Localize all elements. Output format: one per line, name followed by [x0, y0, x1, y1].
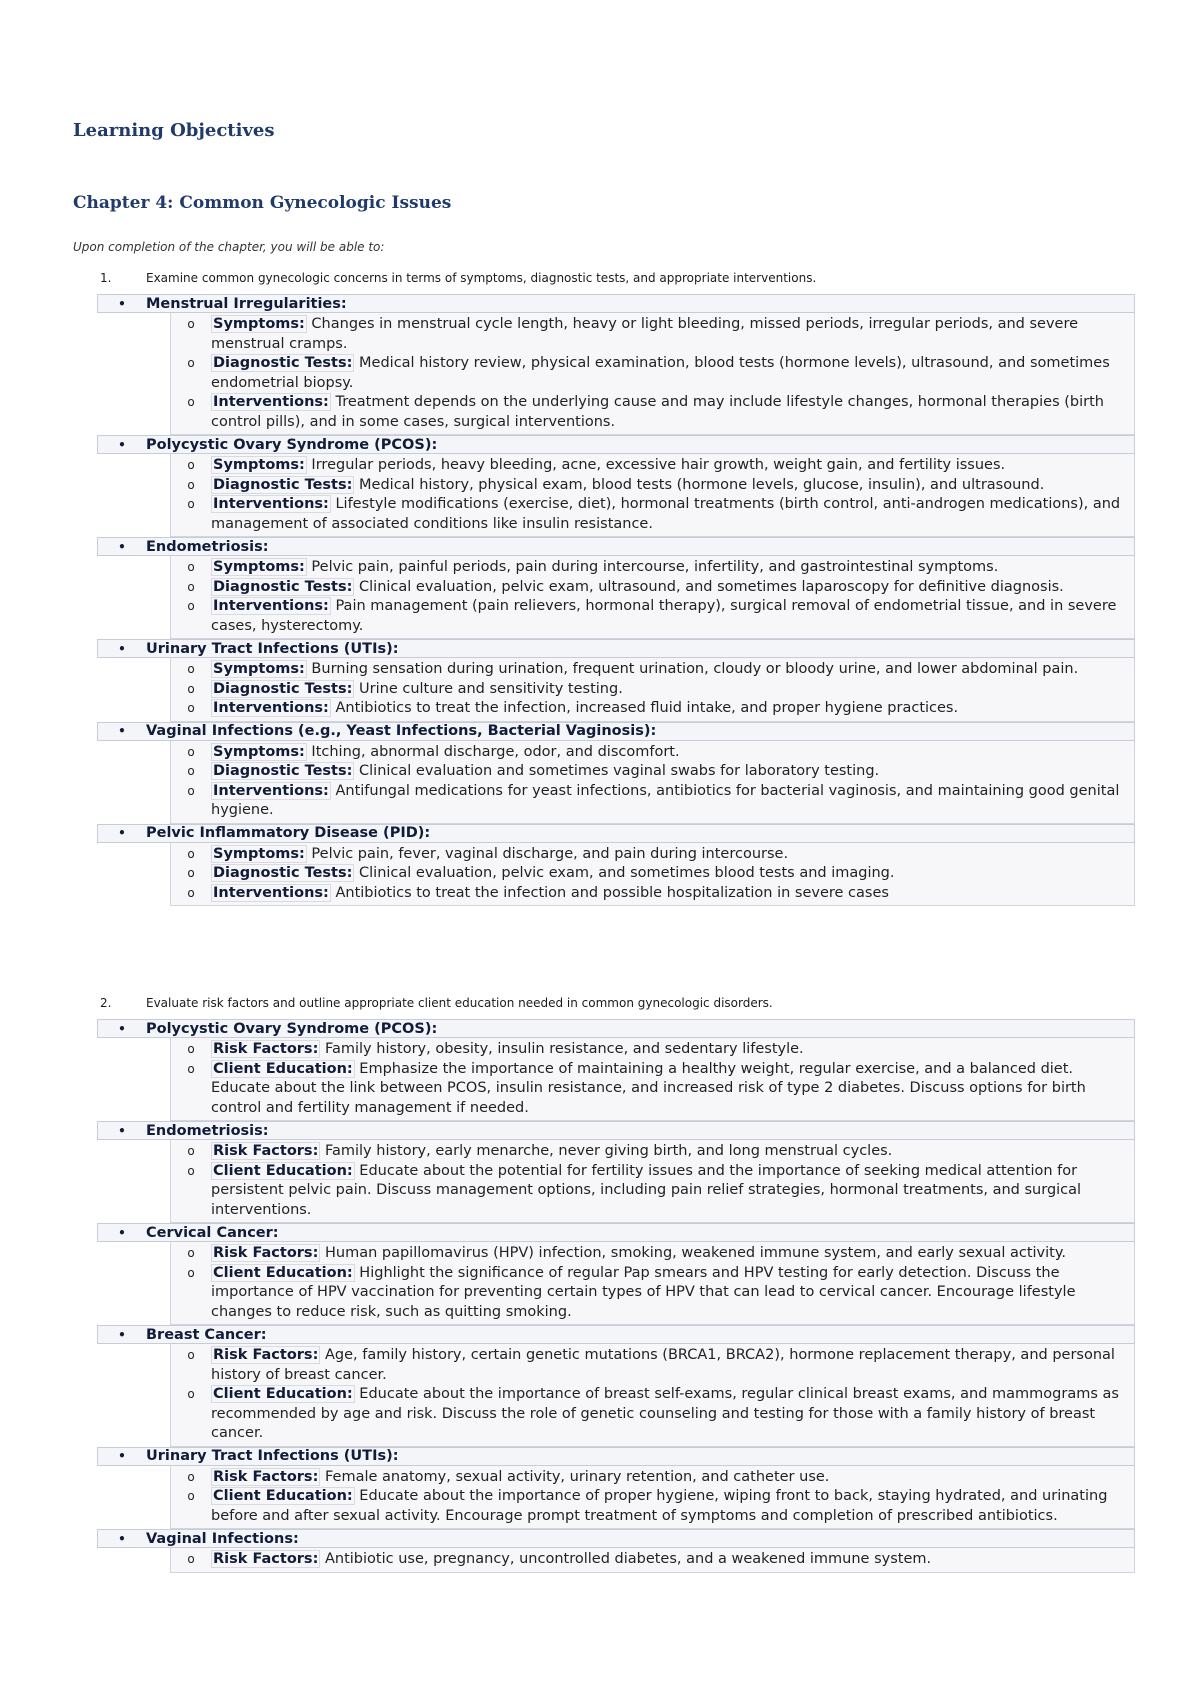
list-item — [171, 1264, 1134, 1323]
item-content — [211, 597, 1130, 636]
category-items — [170, 1038, 1135, 1121]
category-header — [97, 537, 1135, 556]
list-item — [171, 1468, 1134, 1488]
item-text: Educate about the importance of breast self-exams, regular clinical breast exams, and mammograms as recommended by age and risk. Discuss the role of genetic counseling and testing for those with a family history of breast cancer. — [211, 1386, 1119, 1441]
list-item — [171, 495, 1134, 534]
item-text: Antibiotic use, pregnancy, uncontrolled diabetes, and a weakened immune system. — [320, 1551, 932, 1567]
list-item — [171, 884, 1134, 904]
item-label: Diagnostic Tests: — [213, 476, 353, 493]
list-item — [171, 864, 1134, 884]
item-content — [211, 660, 1130, 680]
list-item — [171, 762, 1134, 782]
item-label: Interventions: — [213, 394, 329, 410]
item-text: Antifungal medications for yeast infections, antibiotics for bacterial vaginosis, and maintaining good genital hygiene. — [211, 782, 1120, 818]
category-items — [170, 313, 1135, 435]
item-text: Age, family history, certain genetic mutations (BRCA1, BRCA2), hormone replacement therapy, and personal history of breast cancer. — [211, 1347, 1115, 1383]
bullet-icon: • — [118, 296, 126, 311]
item-content — [211, 1142, 1130, 1162]
objective-1-list — [97, 294, 1135, 906]
category-items — [170, 1548, 1135, 1573]
item-text: Family history, obesity, insulin resistance, and sedentary lifestyle. — [320, 1041, 804, 1057]
sub-bullet-icon: o — [187, 744, 195, 759]
sub-bullet-icon: o — [187, 783, 195, 798]
category-title: Urinary Tract Infections (UTIs): — [146, 640, 399, 657]
item-text: Emphasize the importance of maintaining a healthy weight, regular exercise, and a balanced diet. Educate about the link between PCOS, insulin resistance, and increased risk of type 2 diabetes. Discuss options for birth control and fertility management if needed. — [211, 1060, 1086, 1116]
item-text: Treatment depends on the underlying cause and may include lifestyle changes, hormonal therapies (birth control pills), and in some cases, surgical interventions. — [211, 394, 1104, 430]
objective-1-text: Examine common gynecologic concerns in terms of symptoms, diagnostic tests, and appropriate interventions. — [146, 271, 817, 285]
list-item — [171, 1487, 1134, 1526]
item-text: Irregular periods, heavy bleeding, acne, excessive hair growth, weight gain, and fertility issues. — [306, 457, 1006, 473]
category-items — [170, 658, 1135, 722]
item-label: Diagnostic Tests: — [213, 355, 353, 371]
category-header — [97, 435, 1135, 454]
category-title: Urinary Tract Infections (UTIs): — [146, 1448, 399, 1464]
category-title: Vaginal Infections: — [146, 1530, 299, 1547]
item-text: Pelvic pain, painful periods, pain during intercourse, infertility, and gastrointestinal symptoms. — [306, 559, 999, 575]
bullet-icon: • — [118, 826, 126, 840]
sub-bullet-icon: o — [187, 317, 195, 331]
category-items — [170, 741, 1135, 824]
page-heading: Learning Objectives — [73, 120, 275, 141]
sub-bullet-icon: o — [187, 1489, 195, 1503]
item-content — [211, 1468, 1130, 1488]
category-items — [170, 1242, 1135, 1325]
sub-bullet-icon: o — [187, 1061, 195, 1076]
list-item — [171, 456, 1134, 476]
item-label: Risk Factors: — [213, 1551, 319, 1567]
sub-bullet-icon: o — [187, 1163, 195, 1178]
bullet-icon: • — [118, 539, 126, 554]
category-header — [97, 1325, 1135, 1344]
category-title: Cervical Cancer: — [146, 1224, 279, 1241]
list-item — [171, 743, 1134, 763]
item-label: Risk Factors: — [213, 1041, 319, 1057]
item-text: Clinical evaluation and sometimes vaginal swabs for laboratory testing. — [354, 763, 880, 779]
category-title: Endometriosis: — [146, 538, 269, 555]
item-content — [211, 1060, 1130, 1119]
list-item — [171, 476, 1134, 496]
sub-bullet-icon: o — [187, 497, 195, 511]
item-label: Interventions: — [213, 700, 329, 716]
item-text: Medical history, physical exam, blood tests (hormone levels, glucose, insulin), and ultrasound. — [354, 476, 1045, 493]
category-title: Menstrual Irregularities: — [146, 295, 347, 312]
sub-bullet-icon: o — [187, 764, 195, 778]
sub-bullet-icon: o — [187, 701, 195, 715]
list-item — [171, 558, 1134, 578]
list-item — [171, 1244, 1134, 1264]
sub-bullet-icon: o — [187, 681, 195, 696]
item-label: Interventions: — [213, 782, 329, 799]
category-header — [97, 1121, 1135, 1140]
item-content — [211, 1346, 1130, 1385]
item-label: Diagnostic Tests: — [213, 763, 353, 779]
category-items — [170, 843, 1135, 907]
item-label: Risk Factors: — [213, 1143, 319, 1159]
item-text: Medical history review, physical examination, blood tests (hormone levels), ultrasound, and sometimes endometrial biopsy. — [211, 355, 1110, 391]
item-label: Client Education: — [213, 1386, 353, 1402]
category-header — [97, 722, 1135, 741]
category-title: Polycystic Ovary Syndrome (PCOS): — [146, 436, 438, 453]
item-content — [211, 558, 1130, 578]
list-item — [171, 1142, 1134, 1162]
item-text: Lifestyle modifications (exercise, diet), hormonal treatments (birth control, anti-androgen medications), and management of associated conditions like insulin resistance. — [211, 496, 1121, 532]
item-content — [211, 1385, 1130, 1444]
item-content — [211, 315, 1130, 354]
item-label: Symptoms: — [213, 743, 305, 760]
item-label: Symptoms: — [213, 316, 305, 332]
category-header — [97, 824, 1135, 843]
item-label: Client Education: — [213, 1162, 353, 1179]
item-content — [211, 699, 1130, 719]
item-content — [211, 1487, 1130, 1526]
item-text: Female anatomy, sexual activity, urinary retention, and catheter use. — [320, 1468, 830, 1485]
objective-1 — [100, 271, 816, 285]
category-items — [170, 556, 1135, 639]
objective-2 — [100, 996, 773, 1010]
sub-bullet-icon: o — [187, 662, 195, 676]
list-item — [171, 680, 1134, 700]
sub-bullet-icon: o — [187, 458, 195, 472]
list-item — [171, 393, 1134, 432]
bullet-icon: • — [118, 1531, 126, 1546]
list-item — [171, 845, 1134, 865]
item-content — [211, 393, 1130, 432]
item-text: Pelvic pain, fever, vaginal discharge, and pain during intercourse. — [306, 845, 789, 862]
item-content — [211, 1162, 1130, 1221]
item-text: Itching, abnormal discharge, odor, and discomfort. — [306, 743, 680, 760]
item-content — [211, 476, 1130, 496]
bullet-icon: • — [118, 1021, 126, 1036]
item-content — [211, 762, 1130, 782]
item-label: Symptoms: — [213, 457, 305, 473]
sub-bullet-icon: o — [187, 1144, 195, 1158]
category-items — [170, 1344, 1135, 1447]
sub-bullet-icon: o — [187, 599, 195, 613]
item-text: Pain management (pain relievers, hormonal therapy), surgical removal of endometrial tissue, and in severe cases, hysterectomy. — [211, 598, 1117, 634]
item-text: Clinical evaluation, pelvic exam, and sometimes blood tests and imaging. — [354, 865, 895, 881]
bullet-icon: • — [118, 1123, 126, 1138]
item-label: Client Education: — [213, 1488, 353, 1504]
sub-bullet-icon: o — [187, 477, 195, 492]
item-content — [211, 1244, 1130, 1264]
list-item — [171, 1346, 1134, 1385]
item-label: Symptoms: — [213, 559, 305, 575]
bullet-icon: • — [118, 1327, 126, 1342]
item-text: Urine culture and sensitivity testing. — [354, 680, 623, 697]
sub-bullet-icon: o — [187, 1469, 195, 1484]
bullet-icon: • — [118, 641, 126, 656]
category-header — [97, 294, 1135, 313]
item-content — [211, 1264, 1130, 1323]
bullet-icon: • — [118, 724, 126, 738]
category-header — [97, 1447, 1135, 1466]
intro-text: Upon completion of the chapter, you will be able to: — [73, 240, 385, 254]
bullet-icon: • — [118, 1449, 126, 1463]
item-text: Changes in menstrual cycle length, heavy or light bleeding, missed periods, irregular periods, and severe menstrual cramps. — [211, 316, 1079, 352]
list-item — [171, 699, 1134, 719]
category-header — [97, 1223, 1135, 1242]
category-items — [170, 454, 1135, 537]
sub-bullet-icon: o — [187, 1265, 195, 1280]
list-item — [171, 578, 1134, 598]
item-text: Human papillomavirus (HPV) infection, smoking, weakened immune system, and early sexual activity. — [320, 1245, 1066, 1261]
objective-2-number: 2. — [100, 996, 112, 1010]
item-label: Diagnostic Tests: — [213, 578, 353, 595]
item-content — [211, 578, 1130, 598]
list-item — [171, 660, 1134, 680]
item-content — [211, 782, 1130, 821]
sub-bullet-icon: o — [187, 1042, 195, 1056]
sub-bullet-icon: o — [187, 395, 195, 409]
item-label: Client Education: — [213, 1264, 353, 1281]
bullet-icon: • — [118, 437, 126, 452]
list-item — [171, 1040, 1134, 1060]
list-item — [171, 1060, 1134, 1119]
list-item — [171, 1385, 1134, 1444]
item-content — [211, 1550, 1130, 1570]
list-item — [171, 1550, 1134, 1570]
objective-2-list — [97, 1019, 1135, 1573]
list-item — [171, 315, 1134, 354]
list-item — [171, 354, 1134, 393]
category-items — [170, 1466, 1135, 1530]
item-text: Family history, early menarche, never giving birth, and long menstrual cycles. — [320, 1143, 893, 1159]
item-content — [211, 456, 1130, 476]
item-label: Risk Factors: — [213, 1468, 319, 1485]
sub-bullet-icon: o — [187, 579, 195, 594]
item-label: Risk Factors: — [213, 1347, 319, 1363]
item-content — [211, 354, 1130, 393]
item-label: Interventions: — [213, 598, 329, 614]
list-item — [171, 597, 1134, 636]
objective-1-number: 1. — [100, 271, 112, 285]
category-header — [97, 1529, 1135, 1548]
item-text: Antibiotics to treat the infection, increased fluid intake, and proper hygiene practices. — [330, 700, 959, 716]
item-content — [211, 845, 1130, 865]
item-label: Diagnostic Tests: — [213, 865, 353, 881]
sub-bullet-icon: o — [187, 866, 195, 880]
category-items — [170, 1140, 1135, 1223]
item-label: Symptoms: — [213, 845, 305, 862]
list-item — [171, 1162, 1134, 1221]
sub-bullet-icon: o — [187, 1552, 195, 1566]
item-content — [211, 864, 1130, 884]
item-text: Educate about the importance of proper hygiene, wiping front to back, staying hydrated, and urinating before and after sexual activity. Encourage prompt treatment of symptoms and completion of prescribed antibiotics. — [211, 1488, 1108, 1524]
category-title: Pelvic Inflammatory Disease (PID): — [146, 825, 431, 841]
item-text: Clinical evaluation, pelvic exam, ultrasound, and sometimes laparoscopy for definitive diagnosis. — [354, 578, 1064, 595]
category-title: Breast Cancer: — [146, 1326, 267, 1343]
item-label: Client Education: — [213, 1060, 353, 1077]
item-label: Interventions: — [213, 884, 329, 901]
sub-bullet-icon: o — [187, 1348, 195, 1362]
item-text: Burning sensation during urination, frequent urination, cloudy or bloody urine, and lower abdominal pain. — [306, 661, 1079, 677]
item-text: Highlight the significance of regular Pap smears and HPV testing for early detection. Discuss the importance of HPV vaccination for preventing certain types of HPV that can lead to cervical cancer. Encourage lifestyle changes to reduce risk, such as quitting smoking. — [211, 1264, 1076, 1320]
item-label: Interventions: — [213, 496, 329, 512]
item-text: Antibiotics to treat the infection and possible hospitalization in severe cases — [330, 884, 889, 901]
category-title: Polycystic Ovary Syndrome (PCOS): — [146, 1020, 438, 1037]
objective-2-text: Evaluate risk factors and outline appropriate client education needed in common gynecologic disorders. — [146, 996, 773, 1010]
item-label: Risk Factors: — [213, 1245, 319, 1261]
list-item — [171, 782, 1134, 821]
item-text: Educate about the potential for fertility issues and the importance of seeking medical attention for persistent pelvic pain. Discuss management options, including pain relief strategies, hormonal treatments, and surgical interventions. — [211, 1162, 1082, 1218]
category-title: Vaginal Infections (e.g., Yeast Infections, Bacterial Vaginosis): — [146, 723, 657, 739]
item-label: Diagnostic Tests: — [213, 680, 353, 697]
item-content — [211, 743, 1130, 763]
sub-bullet-icon: o — [187, 1387, 195, 1401]
sub-bullet-icon: o — [187, 356, 195, 370]
item-content — [211, 1040, 1130, 1060]
category-title: Endometriosis: — [146, 1122, 269, 1139]
sub-bullet-icon: o — [187, 885, 195, 900]
item-label: Symptoms: — [213, 661, 305, 677]
item-content — [211, 680, 1130, 700]
category-header — [97, 639, 1135, 658]
sub-bullet-icon: o — [187, 560, 195, 574]
item-content — [211, 495, 1130, 534]
bullet-icon: • — [118, 1225, 126, 1240]
category-header — [97, 1019, 1135, 1038]
sub-bullet-icon: o — [187, 846, 195, 861]
chapter-title: Chapter 4: Common Gynecologic Issues — [73, 193, 452, 213]
item-content — [211, 884, 1130, 904]
sub-bullet-icon: o — [187, 1246, 195, 1260]
